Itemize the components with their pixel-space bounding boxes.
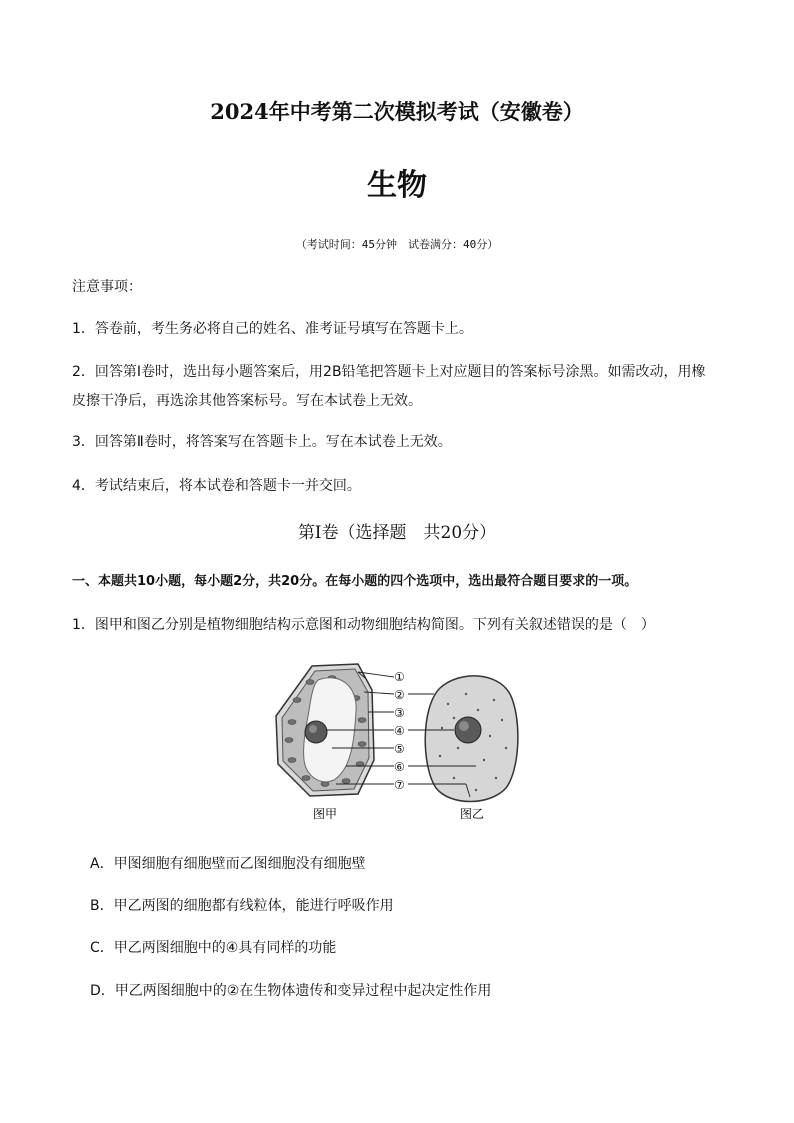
label-7: ⑦ — [394, 778, 405, 792]
section-instruction: 一、本题共10小题，每小题2分，共20分。在每小题的四个选项中，选出最符合题目要求的一项。 — [72, 574, 638, 589]
notes-heading: 注意事项： — [72, 279, 142, 295]
note-item-1: 1．答卷前，考生务必将自己的姓名、准考证号填写在答题卡上。 — [72, 321, 473, 337]
subject-heading: 生物 — [367, 168, 427, 203]
option-c: C．甲乙两图细胞中的④具有同样的功能 — [90, 940, 337, 956]
label-4: ④ — [394, 724, 405, 738]
note-item-2: 2．回答第Ⅰ卷时，选出每小题答案后，用2B铅笔把答题卡上对应题目的答案标号涂黑。如需改动，用橡 — [72, 364, 706, 380]
section-title: 第Ⅰ卷（选择题 共20分） — [297, 523, 497, 543]
note-item-4: 4．考试结束后，将本试卷和答题卡一并交回。 — [72, 478, 361, 494]
cell-structure-figure — [270, 660, 530, 825]
figure-labels — [394, 670, 405, 792]
note-item-2-cont: 皮擦干净后，再选涂其他答案标号。写在本试卷上无效。 — [72, 393, 422, 409]
label-6: ⑥ — [394, 760, 405, 774]
label-2: ② — [394, 688, 405, 702]
label-5: ⑤ — [394, 742, 405, 756]
plant-nucleus — [305, 721, 327, 743]
note-item-3: 3．回答第Ⅱ卷时，将答案写在答题卡上。写在本试卷上无效。 — [72, 434, 452, 450]
animal-nucleus — [455, 717, 481, 743]
caption-right: 图乙 — [460, 807, 485, 821]
question-stem: 1．图甲和图乙分别是植物细胞结构示意图和动物细胞结构简图。下列有关叙述错误的是（ ） — [72, 617, 655, 633]
caption-left: 图甲 — [313, 807, 338, 821]
label-1: ① — [394, 670, 405, 684]
option-a: A．甲图细胞有细胞壁而乙图细胞没有细胞壁 — [90, 856, 366, 872]
label-3: ③ — [394, 706, 405, 720]
exam-title: 2024年中考第二次模拟考试（安徽卷） — [210, 99, 584, 124]
exam-info: （考试时间：45分钟 试卷满分：40分） — [295, 238, 499, 251]
option-b: B．甲乙两图的细胞都有线粒体，能进行呼吸作用 — [90, 898, 394, 914]
option-d: D．甲乙两图细胞中的②在生物体遗传和变异过程中起决定性作用 — [90, 983, 492, 999]
